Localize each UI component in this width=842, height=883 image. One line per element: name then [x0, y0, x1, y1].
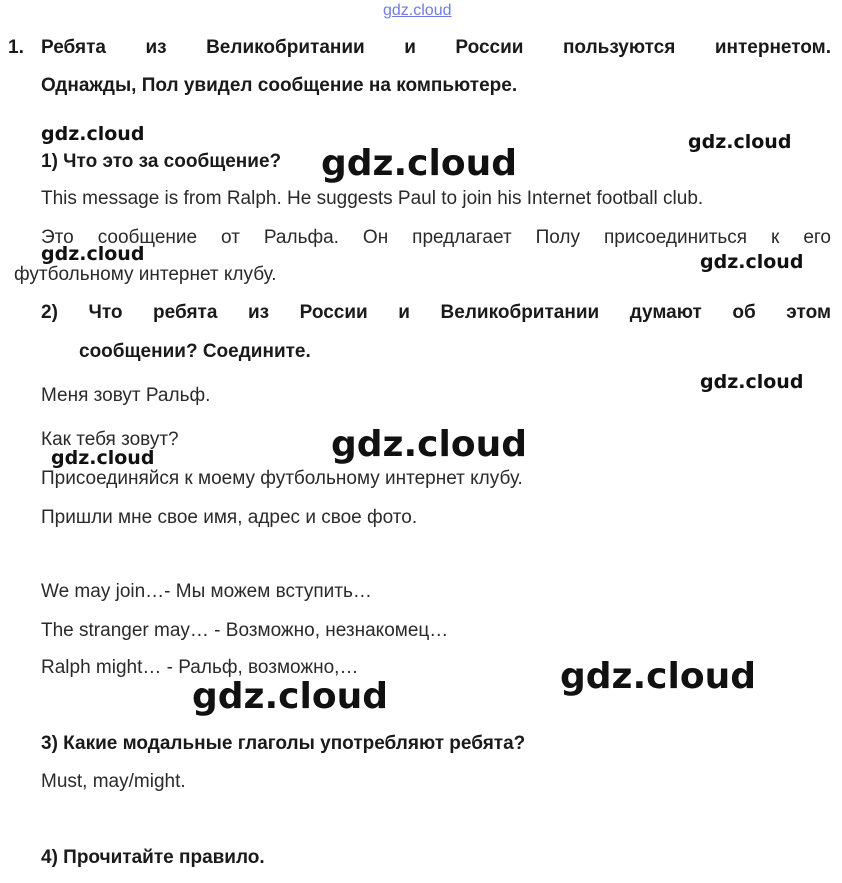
list-item: Пришли мне свое имя, адрес и свое фото.: [41, 507, 418, 528]
watermark-top: gdz.cloud: [383, 2, 452, 19]
answer-1-ru-line1: Это сообщение от Ральфа. Он предлагает Полу присоединиться к его: [41, 227, 831, 248]
question-4: 4) Прочитайте правило.: [41, 847, 265, 868]
question-2-line1: 2) Что ребята из России и Великобритании думают об этом: [41, 302, 831, 323]
task-heading-line2: Однажды, Пол увидел сообщение на компьютере.: [41, 75, 518, 96]
watermark-big: gdz.cloud: [560, 656, 756, 697]
question-3: 3) Какие модальные глаголы употребляют ребята?: [41, 733, 526, 754]
watermark-small: gdz.cloud: [688, 131, 792, 153]
list-item: Меня зовут Ральф.: [41, 385, 211, 406]
phrase-item: We may join…- Мы можем вступить…: [41, 581, 372, 602]
watermark-small: gdz.cloud: [700, 371, 804, 393]
watermark-small: gdz.cloud: [41, 243, 145, 265]
watermark-big: gdz.cloud: [331, 424, 527, 465]
list-item: Присоединяйся к моему футбольному интернет клубу.: [41, 468, 523, 489]
task-heading-line1: Ребята из Великобритании и России пользуются интернетом.: [41, 37, 831, 58]
question-1: 1) Что это за сообщение?: [41, 151, 282, 172]
watermark-small: gdz.cloud: [700, 251, 804, 273]
watermark-small: gdz.cloud: [51, 447, 155, 469]
task-number: 1.: [8, 37, 24, 58]
answer-3: Must, may/might.: [41, 771, 186, 792]
watermark-big: gdz.cloud: [321, 143, 517, 184]
phrase-item: Ralph might… - Ральф, возможно,…: [41, 657, 359, 678]
answer-1-en: This message is from Ralph. He suggests Paul to join his Internet football club.: [41, 188, 704, 209]
watermark-big: gdz.cloud: [192, 676, 388, 717]
question-2-line2: сообщении? Соедините.: [79, 341, 311, 362]
list-item: Как тебя зовут?: [41, 429, 179, 450]
watermark-small: gdz.cloud: [41, 123, 145, 145]
answer-1-ru-line2: футбольному интернет клубу.: [14, 264, 277, 285]
phrase-item: The stranger may… - Возможно, незнакомец…: [41, 620, 449, 641]
